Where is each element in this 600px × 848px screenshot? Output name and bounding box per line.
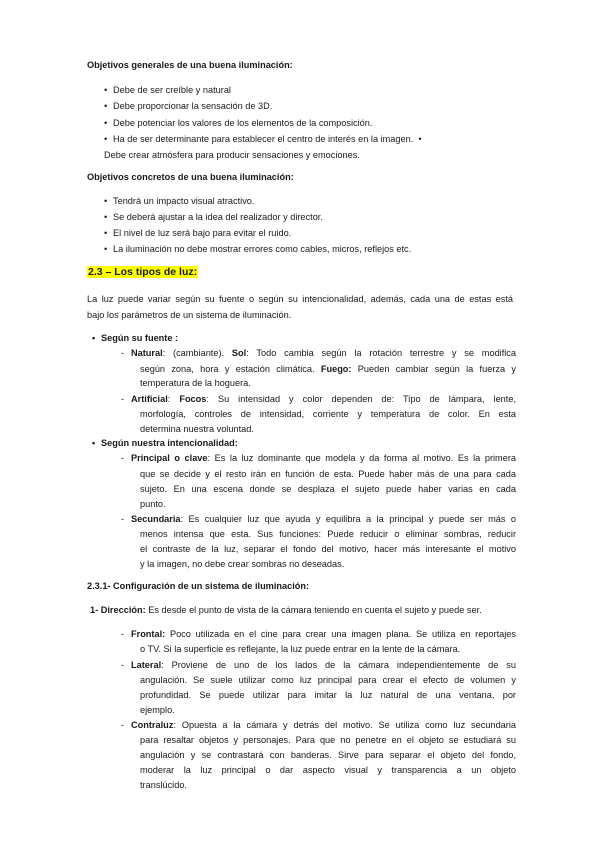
bullet-icon: • <box>92 438 96 448</box>
list-item: • El nivel de luz será bajo para evitar el ruido. <box>104 228 292 238</box>
intro-line: La luz puede variar según su fuente o según su intencionalidad, además, cada una de estas está <box>87 294 513 304</box>
frontal-light-line: Frontal: Poco utilizada en el cine para crear una imagen plana. Se utiliza en reportajes <box>131 629 516 639</box>
backlight-line: angulación y se contrastará con banderas. Sirve para separar el objeto del fondo, <box>140 750 516 760</box>
bullet-icon: • <box>104 101 108 111</box>
direction-line: 1- Dirección: Es desde el punto de vista de la cámara teniendo en cuenta el sujeto y puede ser. <box>90 605 482 615</box>
frontal-light-line: o TV. Si la superficie es reflejante, la luz puede entrar en la lente de la cámara. <box>140 644 461 654</box>
dash-icon: - <box>121 514 125 524</box>
dash-icon: - <box>121 720 125 730</box>
natural-light-line: según zona, hora y estación climática. Fuego: Pueden cambiar según la fuerza y <box>140 364 516 374</box>
side-light-line: angulación. Se suele utilizar como luz principal para crear el efecto de volumen y <box>140 675 516 685</box>
intention-heading: • Según nuestra intencionalidad: <box>92 438 238 448</box>
bullet-icon: • <box>104 196 108 206</box>
source-heading: • Según su fuente : <box>92 333 179 343</box>
list-item: Debe crear atmósfera para producir sensaciones y emociones. <box>104 150 360 160</box>
key-light-line: que se decide y el resto irán en función de esta. Puede haber más de una para cada <box>140 469 516 479</box>
bullet-icon: • <box>92 333 96 343</box>
intro-line: bajo los parámetros de un sistema de iluminación. <box>87 310 292 320</box>
specific-objectives-heading: Objetivos concretos de una buena iluminación: <box>87 172 294 182</box>
bullet-icon: • <box>104 85 108 95</box>
bullet-icon: • <box>418 134 422 144</box>
general-objectives-heading: Objetivos generales de una buena iluminación: <box>87 60 293 70</box>
backlight-line: moderar la luz principal o dar aspecto visual y transparencia a un objeto <box>140 765 516 775</box>
list-item: • Debe proporcionar la sensación de 3D. <box>104 101 273 111</box>
natural-light-line: Natural: (cambiante). Sol: Todo cambia según la rotación terrestre y se modifica <box>131 348 517 358</box>
bullet-icon: • <box>104 228 108 238</box>
key-light-line: punto. <box>140 499 166 509</box>
artificial-light-line: morfología, controles de intensidad, corriente y temperatura de color. En esta <box>140 409 516 419</box>
backlight-line: translúcido. <box>140 780 187 790</box>
list-item: • Debe de ser creíble y natural <box>104 85 231 95</box>
bullet-icon: • <box>104 244 108 254</box>
list-item: • Ha de ser determinante para establecer el centro de interés en la imagen. • <box>104 134 422 144</box>
fill-light-line: menos intensa que esta. Sus funciones: Puede reducir o eliminar sombras, reducir <box>140 529 516 539</box>
list-item: • La iluminación no debe mostrar errores como cables, micros, reflejos etc. <box>104 244 412 254</box>
key-light-line: sujeto. En una escena donde se desplaza el sujeto puede haber varias en cada <box>140 484 516 494</box>
artificial-light-line: determina nuestra voluntad. <box>140 424 254 434</box>
dash-icon: - <box>121 348 125 358</box>
fill-light-line: Secundaria: Es cualquier luz que ayuda y equilibra a la principal y puede ser más o <box>131 514 516 524</box>
bullet-icon: • <box>104 134 108 144</box>
bullet-icon: • <box>104 118 108 128</box>
backlight-line: para resaltar objetos y personajes. Para que no penetre en el objeto se estudiará su <box>140 735 516 745</box>
dash-icon: - <box>121 394 125 404</box>
side-light-line: ejemplo. <box>140 705 175 715</box>
side-light-line: profundidad. Se puede utilizar para imitar la luz natural de una ventana, por <box>140 690 516 700</box>
backlight-line: Contraluz: Opuesta a la cámara y detrás del motivo. Se utiliza como luz secundaria <box>131 720 516 730</box>
side-light-line: Lateral: Proviene de uno de los lados de la cámara independientemente de su <box>131 660 516 670</box>
artificial-light-line: Artificial: Focos: Su intensidad y color dependen de: Tipo de lámpara, lente, <box>131 394 517 404</box>
key-light-line: Principal o clave: Es la luz dominante que modela y da forma al motivo. Es la primera <box>131 453 516 463</box>
dash-icon: - <box>121 629 125 639</box>
dash-icon: - <box>121 453 125 463</box>
bullet-icon: • <box>104 212 108 222</box>
section-title: 2.3 – Los tipos de luz: <box>88 266 198 278</box>
fill-light-line: el contraste de la luz, separar el fondo del motivo, hacer más interesante el motivo <box>140 544 516 554</box>
list-item: • Se deberá ajustar a la idea del realizador y director. <box>104 212 323 222</box>
natural-light-line: temperatura de la hoguera. <box>140 378 251 388</box>
dash-icon: - <box>121 660 125 670</box>
fill-light-line: y la imagen, no debe crear sombras no deseadas. <box>140 559 345 569</box>
list-item: • Debe potenciar los valores de los elementos de la composición. <box>104 118 373 128</box>
list-item: • Tendrá un impacto visual atractivo. <box>104 196 255 206</box>
subsection-title: 2.3.1- Configuración de un sistema de iluminación: <box>87 581 310 591</box>
